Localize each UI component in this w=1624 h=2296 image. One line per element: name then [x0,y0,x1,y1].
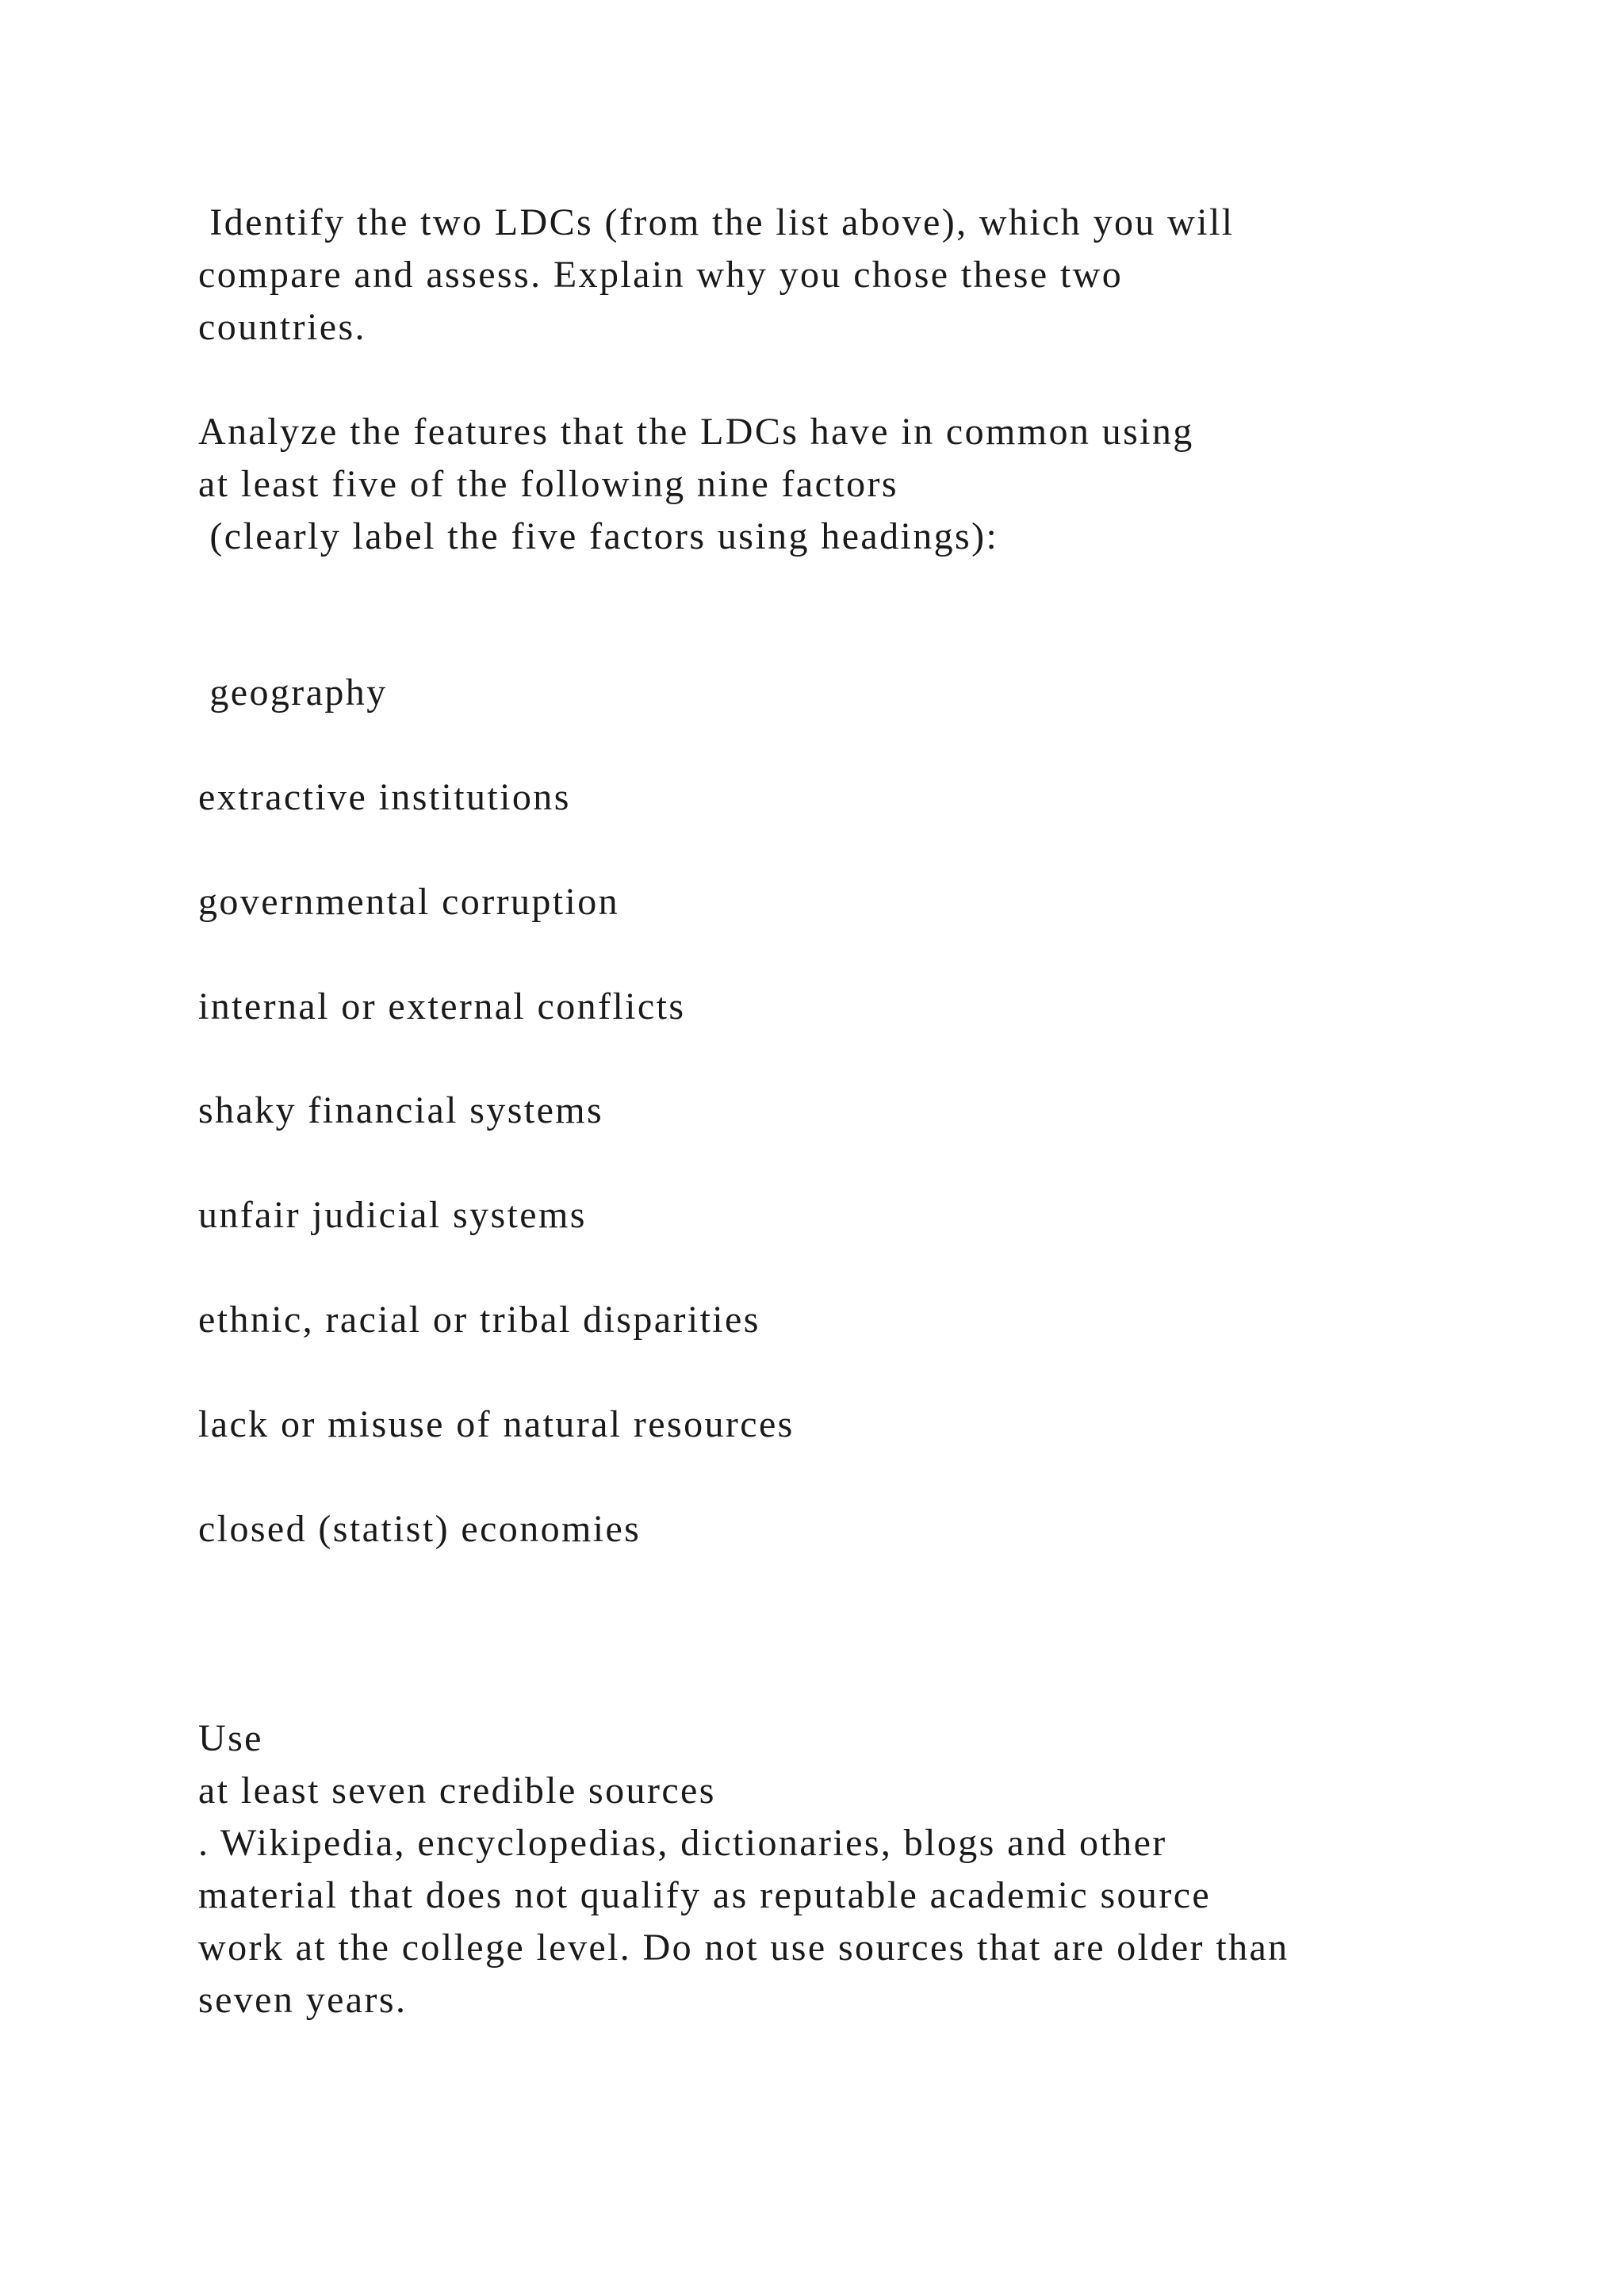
sources-line-3: . Wikipedia, encyclopedias, dictionaries, blogs and other [198,1822,1167,1864]
factor-item-governmental-corruption: governmental corruption [198,881,620,923]
sources-line-6: seven years. [198,1979,408,2021]
factor-item-judicial-systems: unfair judicial systems [198,1194,587,1236]
analyze-line-1: Analyze the features that the LDCs have in common using [198,411,1194,453]
factor-item-natural-resources: lack or misuse of natural resources [198,1403,795,1445]
sources-line-4: material that does not qualify as reputable academic source [198,1874,1212,1916]
sources-line-2: at least seven credible sources [198,1770,716,1812]
intro-line-3: countries. [198,306,366,348]
intro-line-1: Identify the two LDCs (from the list above), which you will [198,201,1235,243]
factor-item-geography: geography [198,672,388,714]
factor-item-financial-systems: shaky financial systems [198,1089,604,1131]
sources-line-1: Use [198,1717,263,1759]
factor-item-closed-economies: closed (statist) economies [198,1508,642,1550]
analyze-line-2: at least five of the following nine factors [198,463,898,505]
factor-item-disparities: ethnic, racial or tribal disparities [198,1299,760,1341]
factor-item-conflicts: internal or external conflicts [198,985,686,1027]
intro-line-2: compare and assess. Explain why you chose these two [198,254,1124,296]
analyze-line-3: (clearly label the five factors using headings): [198,515,999,557]
factor-item-extractive-institutions: extractive institutions [198,776,571,818]
sources-line-5: work at the college level. Do not use sources that are older than [198,1927,1289,1969]
